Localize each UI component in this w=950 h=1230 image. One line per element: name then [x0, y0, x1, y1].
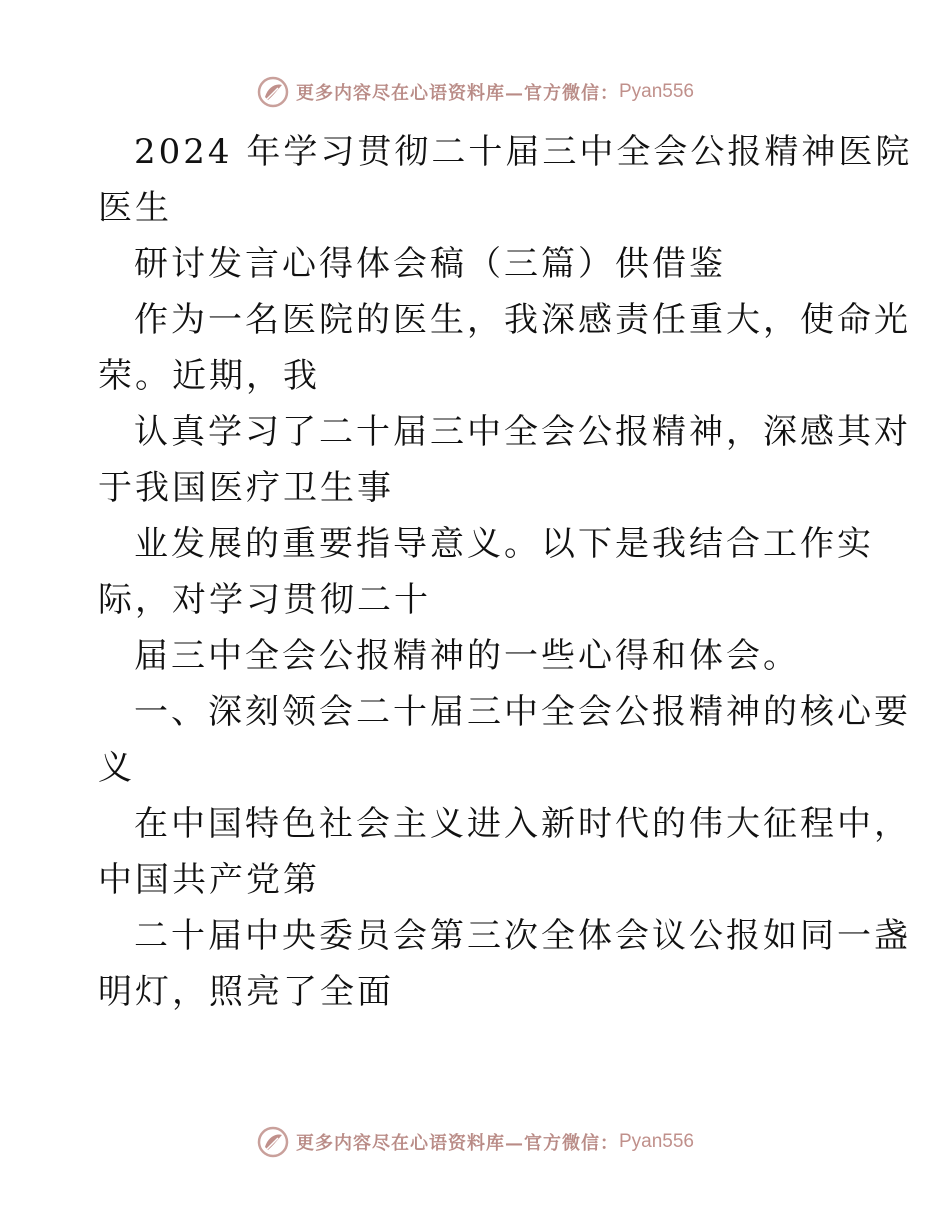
header-watermark: [0, 70, 950, 114]
watermark-wechat-id: Pyan556: [618, 81, 694, 102]
text-line: 荣。近期，我: [98, 356, 320, 396]
text-line: 在中国特色社会主义进入新时代的伟大征程中，: [134, 804, 911, 844]
watermark-text: 更多内容尽在心语资料库—官方微信：: [295, 83, 619, 104]
footer-watermark: [0, 1120, 950, 1164]
watermark-wechat-id: Pyan556: [618, 1131, 694, 1152]
text-line: 二十届中央委员会第三次全体会议公报如同一盏: [134, 916, 911, 956]
text-line: 于我国医疗卫生事: [98, 468, 394, 508]
text-line: 一、深刻领会二十届三中全会公报精神的核心要: [134, 692, 911, 732]
watermark-logo-icon: [256, 75, 290, 109]
watermark-text: 更多内容尽在心语资料库—官方微信：: [295, 1133, 619, 1154]
watermark-logo-icon: [256, 1125, 290, 1159]
text-line: 中国共产党第: [98, 860, 320, 900]
text-line: 2024 年学习贯彻二十届三中全会公报精神医院: [134, 132, 913, 172]
text-line: 业发展的重要指导意义。以下是我结合工作实: [134, 524, 874, 564]
text-line: 认真学习了二十届三中全会公报精神，深感其对: [134, 412, 911, 452]
text-line: 义: [98, 748, 135, 788]
document-body: [98, 124, 913, 1020]
text-line: 医生: [98, 188, 172, 228]
document-text: [98, 124, 913, 1020]
text-line: 明灯，照亮了全面: [98, 972, 394, 1012]
text-line: 研讨发言心得体会稿（三篇）供借鉴: [134, 244, 726, 284]
text-line: 届三中全会公报精神的一些心得和体会。: [134, 636, 800, 676]
text-line: 际，对学习贯彻二十: [98, 580, 431, 620]
text-line: 作为一名医院的医生，我深感责任重大，使命光: [134, 300, 911, 340]
